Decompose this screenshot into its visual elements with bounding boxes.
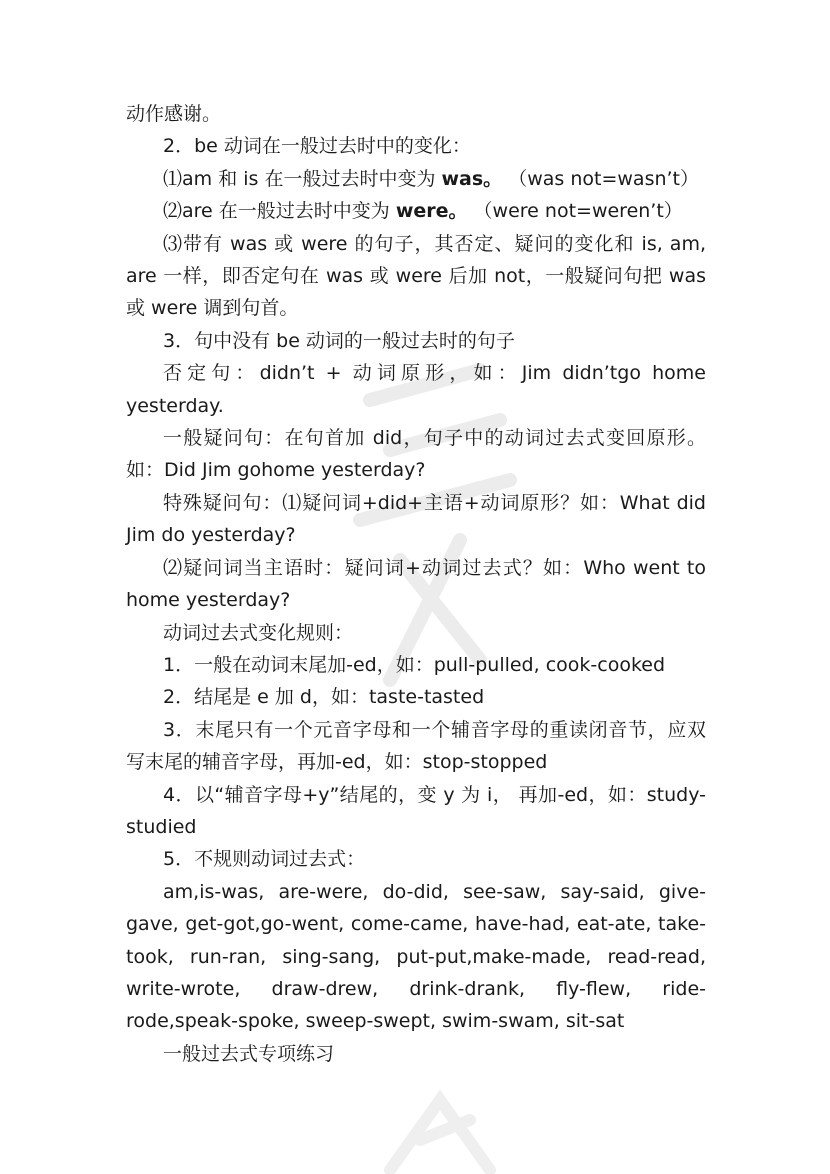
paragraph-rule-1: 1．一般在动词末尾加-ed，如：pull-pulled, cook-cooked <box>163 653 666 676</box>
paragraph-no-be-heading: 3．句中没有 be 动词的一般过去时的句子 <box>163 329 515 352</box>
bold-was: was。 <box>441 167 503 190</box>
paragraph-be-verb-heading: 2．be 动词在一般过去时中的变化： <box>163 135 471 158</box>
paragraph-am-is-rule: ⑴am 和 is 在一般过去时中变为 was。 （was not=wasn’t） <box>163 167 699 190</box>
paragraph-negative: 否定句：didn’t + 动词原形，如：Jim didn’tgo home yesterday. <box>126 362 706 417</box>
document-body <box>126 98 706 1070</box>
paragraph-rule-3: 3．末尾只有一个元音字母和一个辅音字母的重读闭音节，应双写末尾的辅音字母，再加-ed，如：stop-stopped <box>126 718 706 774</box>
watermark-corner-icon <box>380 1080 500 1174</box>
bold-were: were。 <box>395 200 468 223</box>
paragraph-rule-2: 2．结尾是 e 加 d，如：taste-tasted <box>163 686 485 709</box>
paragraph-rules-heading: 动词过去式变化规则： <box>163 621 354 644</box>
paragraph-rule-4: 4．以“辅音字母+y”结尾的，变 y 为 i， 再加-ed，如：study-studied <box>126 783 706 838</box>
paragraph-are-rule: ⑵are 在一般过去时中变为 were。 （were not=weren’t） <box>163 200 683 223</box>
paragraph-continuation: 动作感谢。 <box>126 103 222 125</box>
paragraph-was-were-sentences: ⑶带有 was 或 were 的句子，其否定、疑问的变化和 is, am, are 一样，即否定句在 was 或 were 后加 not，一般疑问句把 was 或 were 调到句首。 <box>126 232 706 320</box>
paragraph-irregular-verbs: am,is-was, are-were, do-did, see-saw, say-said, give-gave, get-got,go-went, come-came, have-had, eat-ate, take-took, run-ran, sing-sang, put-put,make-made, read-read, write-wrote, draw-drew, drink-drank, fly-flew, ride-rode,speak-spoke, sweep-swept, swim-swam, sit-sat <box>126 880 706 1033</box>
paragraph-subject-question: ⑵疑问词当主语时：疑问词+动词过去式？如：Who went to home yesterday? <box>126 556 706 612</box>
paragraph-rule-5: 5．不规则动词过去式： <box>163 848 366 871</box>
paragraph-general-question: 一般疑问句：在句首加 did，句子中的动词过去式变回原形。如：Did Jim gohome yesterday? <box>126 427 706 482</box>
paragraph-special-question: 特殊疑问句：⑴疑问词+did+主语+动词原形？如：What did Jim do yesterday? <box>126 491 706 547</box>
paragraph-practice-heading: 一般过去式专项练习 <box>163 1042 335 1065</box>
